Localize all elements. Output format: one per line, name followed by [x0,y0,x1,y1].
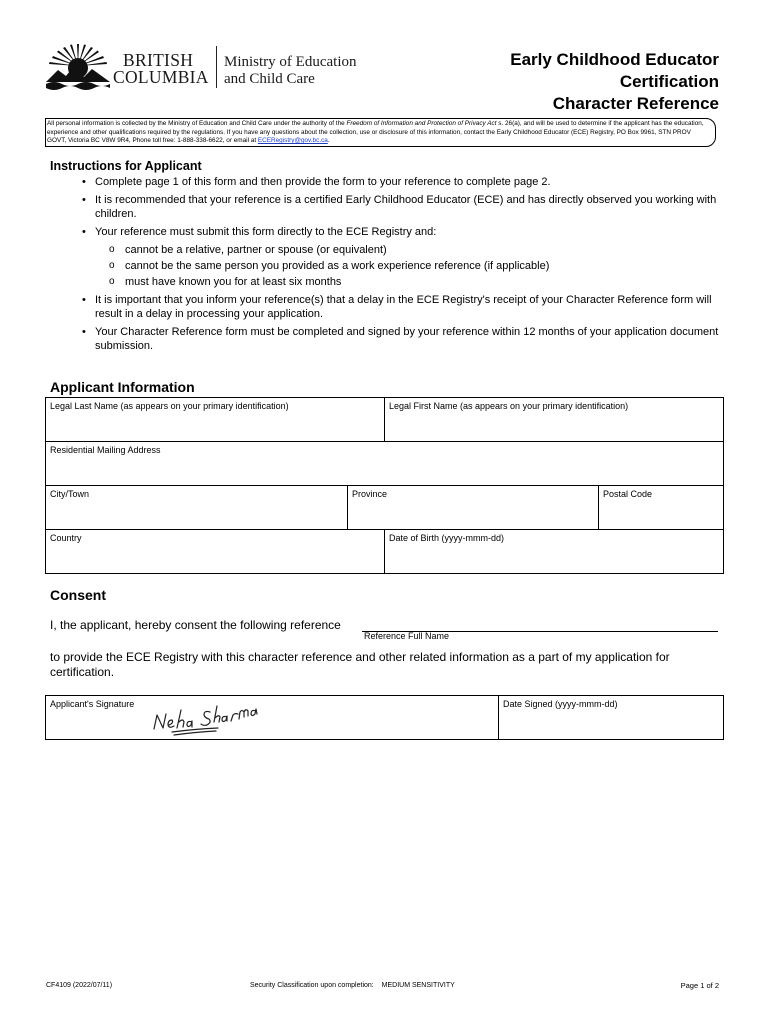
security-value: MEDIUM SENSITIVITY [381,982,455,989]
first-name-label: Legal First Name (as appears on your primary identification) [389,401,629,411]
bullet-icon: • [82,226,86,238]
privacy-act-name: Freedom of Information and Protection of Privacy Act [346,120,497,127]
applicant-signature-field[interactable] [45,695,499,740]
first-name-field[interactable] [384,397,724,442]
instruction-text: It is recommended that your reference is a certified Early Childhood Educator (ECE) and has directly observed you working with children. [95,194,717,220]
sub-list-item [78,243,728,257]
sub-list-item [78,259,728,273]
instruction-text: Your Character Reference form must be completed and signed by your reference within 12 months of your application document submission. [95,326,719,352]
instruction-text: It is important that you inform your reference(s) that a delay in the ECE Registry's receipt of your Character Reference form will result in a delay in processing your application. [95,294,712,320]
title-line1: Early Childhood Educator [510,50,719,69]
bc-sun-logo-icon [44,42,112,90]
privacy-text-3: . [327,137,330,145]
date-signed-field[interactable] [498,695,724,740]
bullet-icon: • [82,326,86,338]
date-of-birth-field[interactable] [384,529,724,574]
instruction-text: Your reference must submit this form directly to the ECE Registry and: [95,226,437,238]
city-field[interactable] [45,485,348,530]
handwritten-signature [150,698,270,740]
sub-bullet-icon: o [109,260,115,271]
page-number: Page 1 of 2 [680,981,719,990]
city-label: City/Town [50,489,90,499]
sub-bullet-icon: o [109,276,115,287]
province-field[interactable] [347,485,599,530]
security-classification [250,982,455,989]
consent-heading: Consent [50,587,106,603]
title-line2: Certification [619,72,719,91]
postal-code-field[interactable] [598,485,724,530]
ministry-line2: and Child Care [224,71,315,87]
list-item [78,325,728,353]
list-item [78,293,728,321]
instruction-text: Complete page 1 of this form and then provide the form to your reference to complete page 2. [95,176,551,188]
title-line3: Character Reference [552,94,719,113]
sub-bullet-icon: o [109,244,115,255]
date-signed-label: Date Signed (yyyy-mmm-dd) [503,699,618,709]
signature-label: Applicant's Signature [50,699,135,709]
date-of-birth-label: Date of Birth (yyyy-mmm-dd) [389,533,505,543]
sub-list-item [78,275,728,289]
security-label: Security Classification upon completion: [250,982,374,989]
country-label: Country [50,533,82,543]
privacy-text-1: All personal information is collected by the Ministry of Education and Child Care under the authority of the [47,120,347,127]
instructions-list [78,175,728,357]
country-field[interactable] [45,529,385,574]
ministry-name [224,54,356,88]
privacy-text-2: s. 26(a), and will be used to determine if the applicant has the education, experience and other qualifications required by the regulations. If you have any questions about the collection, use or disclosure of this information, contact the Early Childhood Educator (ECE) Registry, PO Box 9961, STN PROV GOVT, Victoria BC V8W 9R4, Phone toll free: 1-888-338-6622, or email at [47,120,704,145]
bullet-icon: • [82,294,86,306]
form-title [510,49,719,115]
list-item [78,193,728,221]
list-item [78,225,728,239]
logo-line-columbia: COLUMBIA [113,67,209,87]
bullet-icon: • [82,176,86,188]
privacy-notice [45,118,716,147]
applicant-info-heading: Applicant Information [50,379,195,395]
sub-instruction-text: cannot be a relative, partner or spouse (or equivalent) [125,244,387,256]
bullet-icon: • [82,194,86,206]
instructions-heading: Instructions for Applicant [50,159,202,173]
sub-instruction-text: must have known you for at least six months [125,276,342,288]
logo-wordmark [113,52,209,86]
form-id: CF4109 (2022/07/11) [46,982,113,989]
consent-statement-continued: to provide the ECE Registry with this character reference and other related information as a part of my application for certification. [50,650,670,679]
postal-code-label: Postal Code [603,489,653,499]
province-label: Province [352,489,388,499]
reference-name-label: Reference Full Name [364,631,450,641]
logo-line-british: BRITISH [123,50,194,70]
mailing-address-label: Residential Mailing Address [50,445,161,455]
sub-instruction-text: cannot be the same person you provided as a work experience reference (if applicable) [125,260,550,272]
list-item [78,175,728,189]
logo-divider [216,46,217,88]
ministry-line1: Ministry of Education [224,54,357,70]
consent-statement: I, the applicant, hereby consent the following reference [50,618,341,632]
registry-email-link[interactable]: ECERegistry@gov.bc.ca [257,137,328,145]
mailing-address-field[interactable] [45,441,724,486]
last-name-field[interactable] [45,397,385,442]
last-name-label: Legal Last Name (as appears on your primary identification) [50,401,289,411]
